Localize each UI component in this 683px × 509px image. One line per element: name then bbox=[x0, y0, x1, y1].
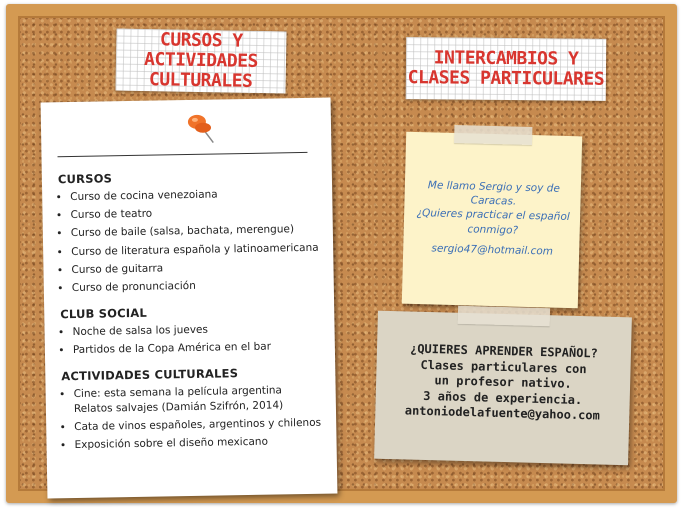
list-item: • Curso de teatro bbox=[70, 204, 318, 222]
list-item: • Cata de vinos españoles, argentinos y chilenos bbox=[74, 415, 322, 433]
sticky-line: ¿Quieres practicar el español bbox=[416, 207, 570, 224]
list-item: • Curso de guitarra bbox=[71, 258, 319, 276]
section-title: CLUB SOCIAL bbox=[60, 305, 148, 322]
activities-paper bbox=[41, 97, 338, 498]
list-item: • Curso de pronunciación bbox=[72, 277, 320, 295]
list-item: • Curso de literatura española y latinoamericana bbox=[71, 240, 319, 258]
list-item: • Curso de baile (salsa, bachata, merengue) bbox=[71, 222, 319, 240]
tape bbox=[458, 306, 550, 326]
label-intercambios bbox=[406, 37, 607, 101]
list-item: • Cine: esta semana la película argentina Relatos salvajes (Damián Szifrón, 2014) bbox=[74, 383, 322, 416]
section-title: ACTIVIDADES CULTURALES bbox=[61, 366, 239, 384]
label-line: CLASES PARTICULARES bbox=[407, 67, 605, 90]
label-line: CURSOS Y ACTIVIDADES bbox=[143, 29, 259, 73]
section-actividades-culturales bbox=[61, 365, 322, 452]
card-line: ¿QUIERES APRENDER ESPAÑOL? bbox=[409, 341, 599, 361]
sticky-text bbox=[411, 178, 575, 259]
section-cursos bbox=[58, 168, 320, 296]
card-line: un profesor nativo. bbox=[434, 373, 572, 391]
label-line: CULTURALES bbox=[148, 68, 253, 92]
section-title: CURSOS bbox=[57, 171, 113, 187]
label-cursos-actividades bbox=[115, 29, 286, 94]
card-line: antoniodelafuente@yahoo.com bbox=[404, 403, 601, 423]
list-item: • Noche de salsa los jueves bbox=[72, 321, 320, 339]
section-club-social bbox=[60, 303, 321, 358]
list-item: • Exposición sobre el diseño mexicano bbox=[74, 434, 322, 452]
card-line: Clases particulares con bbox=[420, 357, 587, 376]
list-item: • Partidos de la Copa América en el bar bbox=[73, 339, 321, 357]
paper-content bbox=[58, 168, 323, 465]
divider bbox=[58, 152, 308, 157]
card-line: 3 años de experiencia. bbox=[423, 388, 583, 407]
push-pin-icon bbox=[183, 109, 224, 146]
card-text bbox=[383, 341, 623, 425]
card-antonio bbox=[374, 311, 632, 466]
sticky-line: Me llamo Sergio y soy de Caracas. bbox=[427, 179, 561, 208]
label-line: INTERCAMBIOS Y bbox=[433, 47, 579, 70]
sticky-line: conmigo? bbox=[467, 222, 519, 237]
list-item: • Curso de cocina venezoiana bbox=[70, 186, 318, 204]
sticky-email: sergio47@hotmail.com bbox=[431, 242, 554, 258]
tape bbox=[454, 125, 532, 145]
sticky-note-sergio bbox=[402, 132, 582, 309]
